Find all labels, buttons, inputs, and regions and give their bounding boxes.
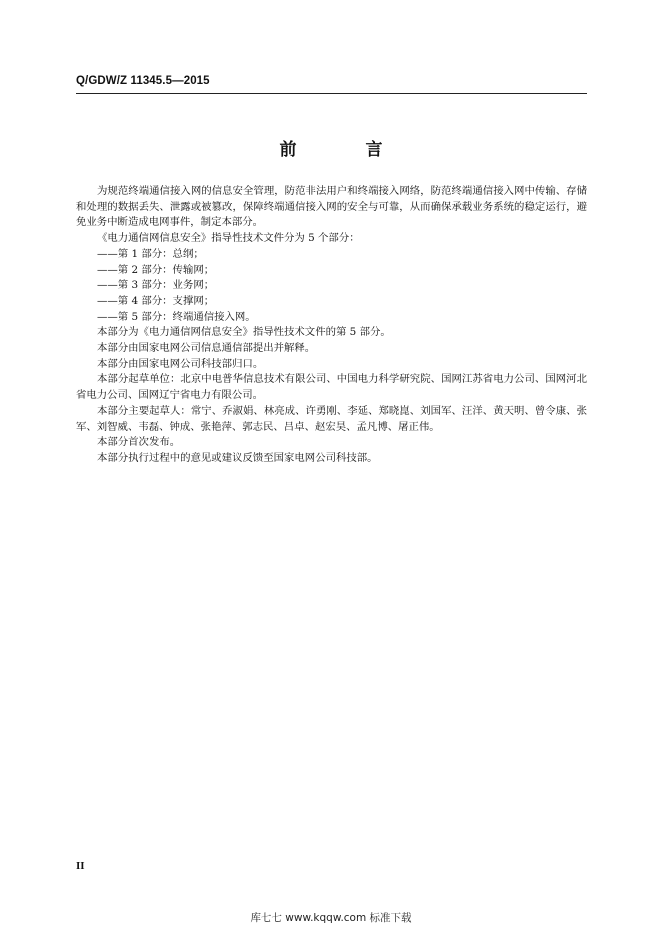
list-item-part-5: ——第 5 部分：终端通信接入网。: [97, 310, 256, 323]
paragraph-parts-intro: 《电力通信网信息安全》指导性技术文件分为 5 个部分：: [97, 232, 360, 245]
paragraph-purpose: 为规范终端通信接入网的信息安全管理，防范非法用户和终端接入网络，防范终端通信接入网中传输、存储和处理的数据丢失、泄露或被篡改，保障终端通信接入网的安全与可靠，从而确保承载业务系统的稳定运行，避免业务中断造成电网事件，制定本部分。: [76, 185, 587, 229]
list-item-part-3: ——第 3 部分：业务网；: [97, 279, 215, 292]
page-title: 前 言: [279, 140, 409, 160]
header-divider: [76, 93, 587, 94]
paragraph-drafters: 本部分主要起草人：常宁、乔淑娟、林亮成、许勇刚、李延、郑晓崑、刘国军、汪洋、黄天明、曾令康、张军、刘智威、韦磊、钟成、张艳萍、郭志民、吕卓、赵宏昊、孟凡博、屠正伟。: [76, 404, 587, 433]
list-item-part-2: ——第 2 部分：传输网；: [97, 263, 215, 276]
paragraph-proposed-by: 本部分由国家电网公司信息通信部提出并解释。: [97, 342, 316, 355]
list-item-part-1: ——第 1 部分：总纲；: [97, 247, 204, 260]
paragraph-centralized-by: 本部分由国家电网公司科技部归口。: [97, 357, 264, 370]
paragraph-first-release: 本部分首次发布。: [97, 436, 181, 449]
paragraph-feedback: 本部分执行过程中的意见或建议反馈至国家电网公司科技部。: [97, 451, 378, 464]
foreword-body: [76, 184, 587, 467]
list-item-part-4: ——第 4 部分：支撑网；: [97, 294, 215, 307]
document-code: Q/GDW/Z 11345.5—2015: [76, 75, 210, 87]
footer-watermark: 库七七 www.kqqw.com 标准下载: [250, 912, 412, 924]
page-number: II: [76, 860, 85, 872]
paragraph-drafting-units: 本部分起草单位：北京中电普华信息技术有限公司、中国电力科学研究院、国网江苏省电力公司、国网河北省电力公司、国网辽宁省电力有限公司。: [76, 373, 587, 402]
paragraph-this-part: 本部分为《电力通信网信息安全》指导性技术文件的第 5 部分。: [97, 326, 391, 339]
